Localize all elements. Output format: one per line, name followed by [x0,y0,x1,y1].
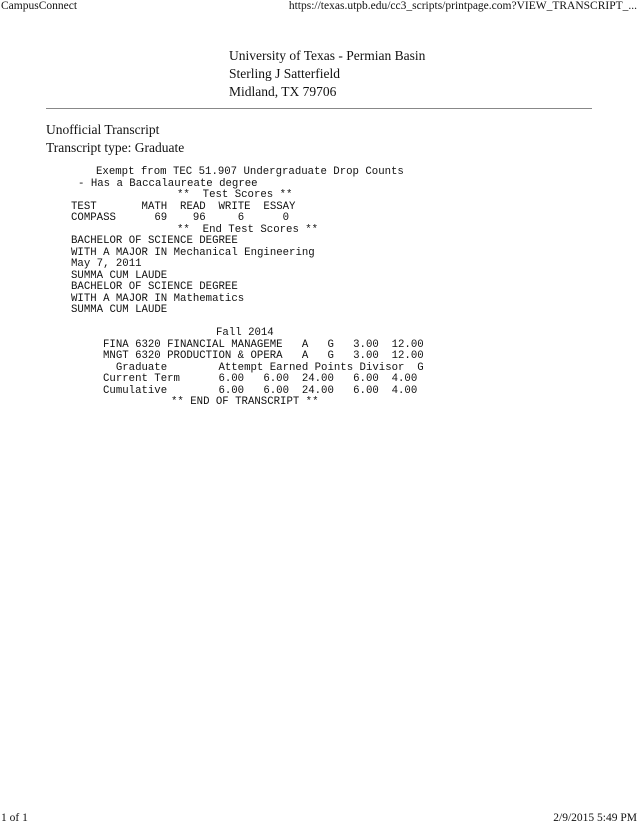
transcript-heading [46,121,184,156]
student-name: Sterling J Satterfield [229,66,340,81]
degree1-title: BACHELOR OF SCIENCE DEGREE [71,235,238,247]
browser-header-title: CampusConnect [1,0,78,12]
test-scores-footer: ** End Test Scores ** [177,223,319,236]
end-of-transcript: ** END OF TRANSCRIPT ** [171,396,319,408]
degree2-honor: SUMMA CUM LAUDE [71,304,168,316]
test-scores-row: COMPASS 69 96 6 0 [71,212,290,224]
gpa-current-term: Current Term 6.00 6.00 24.00 6.00 4.00 [103,373,418,385]
course-row: MNGT 6320 PRODUCTION & OPERA A G 3.00 12.00 [103,350,424,362]
degree2-major: WITH A MAJOR IN Mathematics [71,292,245,305]
student-city: Midland, TX 79706 [229,84,337,99]
institution-name: University of Texas - Permian Basin [229,48,426,63]
term-label: Fall 2014 [216,327,274,339]
address-block [229,47,425,101]
exempt-note: Exempt from TEC 51.907 Undergraduate Drop Counts [96,166,404,178]
print-timestamp: 2/9/2015 5:49 PM [553,812,637,824]
test-scores-columns: TEST MATH READ WRITE ESSAY [71,200,296,213]
page-count: 1 of 1 [1,812,28,824]
degree1-date: May 7, 2011 [71,258,142,270]
baccalaureate-note: - Has a Baccalaureate degree [78,177,258,190]
course-row: FINA 6320 FINANCIAL MANAGEME A G 3.00 12.00 [103,338,424,351]
degree1-major: WITH A MAJOR IN Mechanical Engineering [71,246,315,259]
gpa-cumulative: Cumulative 6.00 6.00 24.00 6.00 4.00 [103,384,418,397]
test-scores-header: ** Test Scores ** [177,189,293,201]
browser-header-url: https://texas.utpb.edu/cc3_scripts/printpage.com?VIEW_TRANSCRIPT_... [288,0,637,12]
degree1-honor: SUMMA CUM LAUDE [71,269,168,282]
gpa-summary-header: Graduate Attempt Earned Points Divisor G [103,361,424,374]
horizontal-divider [46,108,592,109]
degree2-title: BACHELOR OF SCIENCE DEGREE [71,281,238,293]
transcript-type: Transcript type: Graduate [46,139,185,155]
transcript-title: Unofficial Transcript [46,122,160,137]
